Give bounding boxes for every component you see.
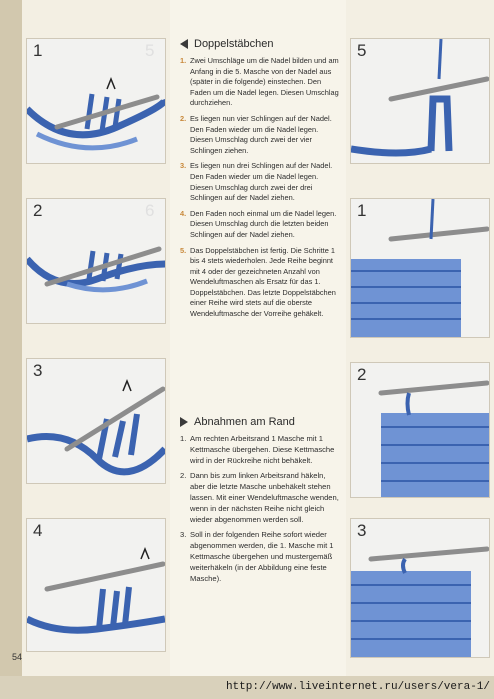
photo-left-4 — [26, 518, 166, 652]
list-item: 1. Am rechten Arbeitsrand 1 Masche mit 1 Kettmasche übergehen. Diese Kettmasche wird in der Rückreihe nicht behäkelt. — [180, 434, 335, 465]
photo-number: 2 — [357, 365, 367, 384]
list-item: 1. Zwei Umschläge um die Nadel bilden und am Anfang in die 5. Masche von der Nadel aus (später in die folgende) einstechen. Den Faden um die Nadel legen. Diesen Umschlag durchziehen. — [180, 56, 339, 108]
photo-number: 2 — [33, 201, 43, 220]
triangle-right-icon — [180, 417, 188, 427]
crochet-photo-5 — [351, 39, 489, 163]
photo-number: 1 — [33, 41, 43, 60]
knitted-swatch-photo-1 — [351, 199, 489, 337]
photo-left-2 — [26, 198, 166, 324]
section-title-doppelstaebchen — [180, 38, 274, 50]
ghost-number: 5 — [145, 41, 155, 60]
steps-list-2 — [180, 434, 342, 589]
section-title: Doppelstäbchen — [194, 38, 274, 50]
photo-right-1 — [350, 198, 490, 338]
photo-left-3 — [26, 358, 166, 484]
ghost-number: 6 — [145, 201, 155, 220]
list-item: 3. Soll in der folgenden Reihe sofort wieder abgenommen werden, die 1. Masche mit 1 Kettmasche übergehen und mustergemäß weiterhäkeln (in der Abbildung eine feste Masche). — [180, 530, 334, 583]
knitted-swatch-photo-2 — [351, 363, 489, 497]
list-item: 3. Es liegen nun drei Schlingen auf der Nadel. Den Faden wieder um die Nadel legen. Diesen Umschlag durch zwei der drei Schlingen auf der Nadel ziehen. — [180, 161, 333, 203]
steps-list-1 — [180, 56, 342, 325]
watermark-url: http://www.liveinternet.ru/users/vera-1/ — [225, 681, 490, 693]
section-title-abnahmen — [180, 416, 295, 428]
photo-number: 4 — [33, 521, 43, 540]
photo-right-3 — [350, 518, 490, 658]
list-item: 2. Dann bis zum linken Arbeitsrand häkeln, aber die letzte Masche unbehäkelt stehen lassen. Mit einer Wendeluftmasche wenden, wenn in der nächsten Reihe nicht gleich wieder abgenommen werden soll. — [180, 471, 339, 524]
list-item: 4. Den Faden noch einmal um die Nadel legen. Diesen Umschlag durch die letzten beiden Schlingen auf der Nadel ziehen. — [180, 208, 337, 239]
list-item: 5. Das Doppelstäbchen ist fertig. Die Schritte 1 bis 4 stets wiederholen. Jede Reihe beginnt mit 4 oder der gezeichneten Anzahl von Wendeluftmaschen als Ersatz für das 1. Doppelstäbchen. Das letzte Doppelstäbchen einer Reihe wird stets auf die oberste Wendeluftmasche der Vorreihe gehäkelt. — [180, 245, 336, 319]
crochet-photo-3 — [27, 359, 165, 483]
crochet-photo-4 — [27, 519, 165, 651]
left-margin-band — [0, 0, 22, 676]
photo-left-1 — [26, 38, 166, 164]
knitted-swatch-photo-3 — [351, 519, 489, 657]
photo-number: 3 — [357, 521, 367, 540]
triangle-left-icon — [180, 39, 188, 49]
photo-number: 1 — [357, 201, 367, 220]
photo-right-5 — [350, 38, 490, 164]
page-number: 54 — [12, 652, 23, 662]
photo-number: 3 — [33, 361, 43, 380]
section-title: Abnahmen am Rand — [194, 416, 295, 428]
list-item: 2. Es liegen nun vier Schlingen auf der Nadel. Den Faden wieder um die Nadel legen. Diesen Umschlag durch zwei der vier Schlingen ziehen. — [180, 113, 332, 155]
photo-number: 5 — [357, 41, 367, 60]
photo-right-2 — [350, 362, 490, 498]
